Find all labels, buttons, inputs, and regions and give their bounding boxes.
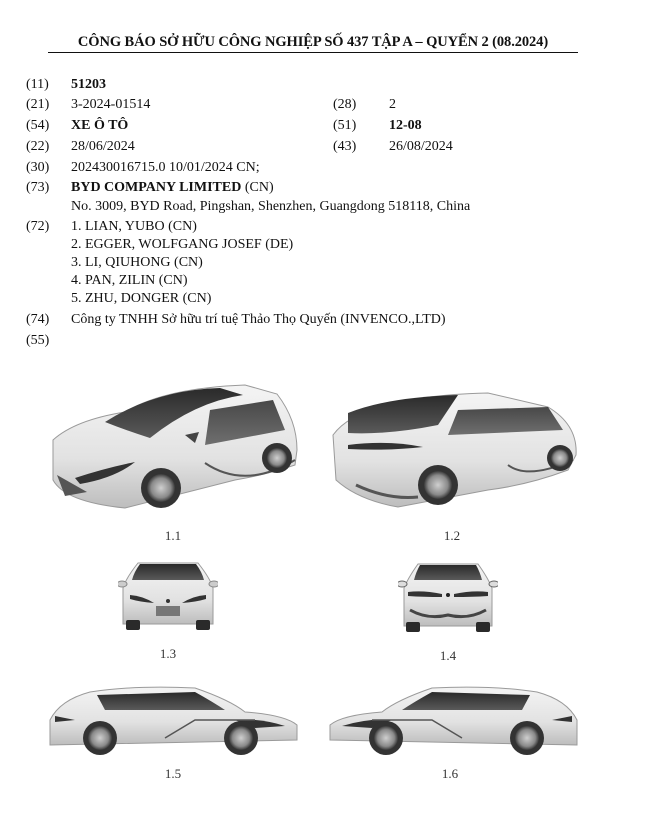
inventor: 2. EGGER, WOLFGANG JOSEF (DE) [71, 237, 294, 252]
figure-1-3 [118, 558, 218, 661]
filing-date: 28/06/2024 [71, 139, 135, 154]
inventor: 4. PAN, ZILIN (CN) [71, 273, 188, 288]
field-code: (22) [26, 139, 50, 154]
car-rear-view-image [398, 560, 498, 635]
figure-caption: 1.1 [164, 528, 182, 543]
figure-1-1 [45, 380, 305, 543]
field-code: (43) [333, 139, 357, 154]
field-code: (55) [26, 333, 50, 348]
locarno-class: 12-08 [389, 118, 422, 133]
owner-address: No. 3009, BYD Road, Pingshan, Shenzhen, Guangdong 518118, China [71, 199, 471, 214]
figure-caption: 1.3 [159, 646, 177, 661]
figure-caption: 1.6 [441, 766, 459, 781]
application-number: 3-2024-01514 [71, 97, 151, 112]
car-front-three-quarter-image [45, 380, 305, 515]
car-right-side-image [322, 680, 582, 760]
figure-1-2 [328, 385, 583, 543]
field-code: (74) [26, 312, 50, 327]
priority-data: 202430016715.0 10/01/2024 CN; [71, 160, 260, 175]
field-code: (30) [26, 160, 50, 175]
field-code: (11) [26, 77, 49, 92]
field-code: (54) [26, 118, 50, 133]
inventor: 5. ZHU, DONGER (CN) [71, 291, 212, 306]
inventor: 1. LIAN, YUBO (CN) [71, 219, 197, 234]
owner-country: (CN) [241, 180, 274, 195]
field-code: (28) [333, 97, 357, 112]
car-rear-three-quarter-image [328, 385, 583, 515]
field-code: (21) [26, 97, 50, 112]
owner-name: BYD COMPANY LIMITED [71, 180, 242, 195]
header-underline [48, 52, 578, 53]
figure-1-6 [322, 680, 582, 781]
field-73 [26, 179, 586, 219]
figure-caption: 1.2 [443, 528, 461, 543]
publication-date: 26/08/2024 [389, 139, 453, 154]
field-code: (51) [333, 118, 357, 133]
field-code: (73) [26, 180, 50, 195]
figure-caption: 1.4 [439, 648, 457, 663]
field-72 [26, 218, 426, 313]
field-code: (72) [26, 219, 50, 234]
registration-number: 51203 [71, 77, 106, 92]
figure-1-4 [398, 560, 498, 663]
owner [71, 179, 274, 197]
car-left-side-image [45, 680, 305, 760]
car-front-view-image [118, 558, 218, 633]
figure-caption: 1.5 [164, 766, 182, 781]
design-count: 2 [389, 97, 396, 112]
design-title: XE Ô TÔ [71, 118, 129, 133]
figure-1-5 [45, 680, 305, 781]
ip-agent: Công ty TNHH Sở hữu trí tuệ Thảo Thọ Quyến (INVENCO.,LTD) [71, 312, 446, 327]
page-title: CÔNG BÁO SỞ HỮU CÔNG NGHIỆP SỐ 437 TẬP A – QUYỂN 2 (08.2024) [77, 34, 549, 50]
inventor: 3. LI, QIUHONG (CN) [71, 255, 203, 270]
